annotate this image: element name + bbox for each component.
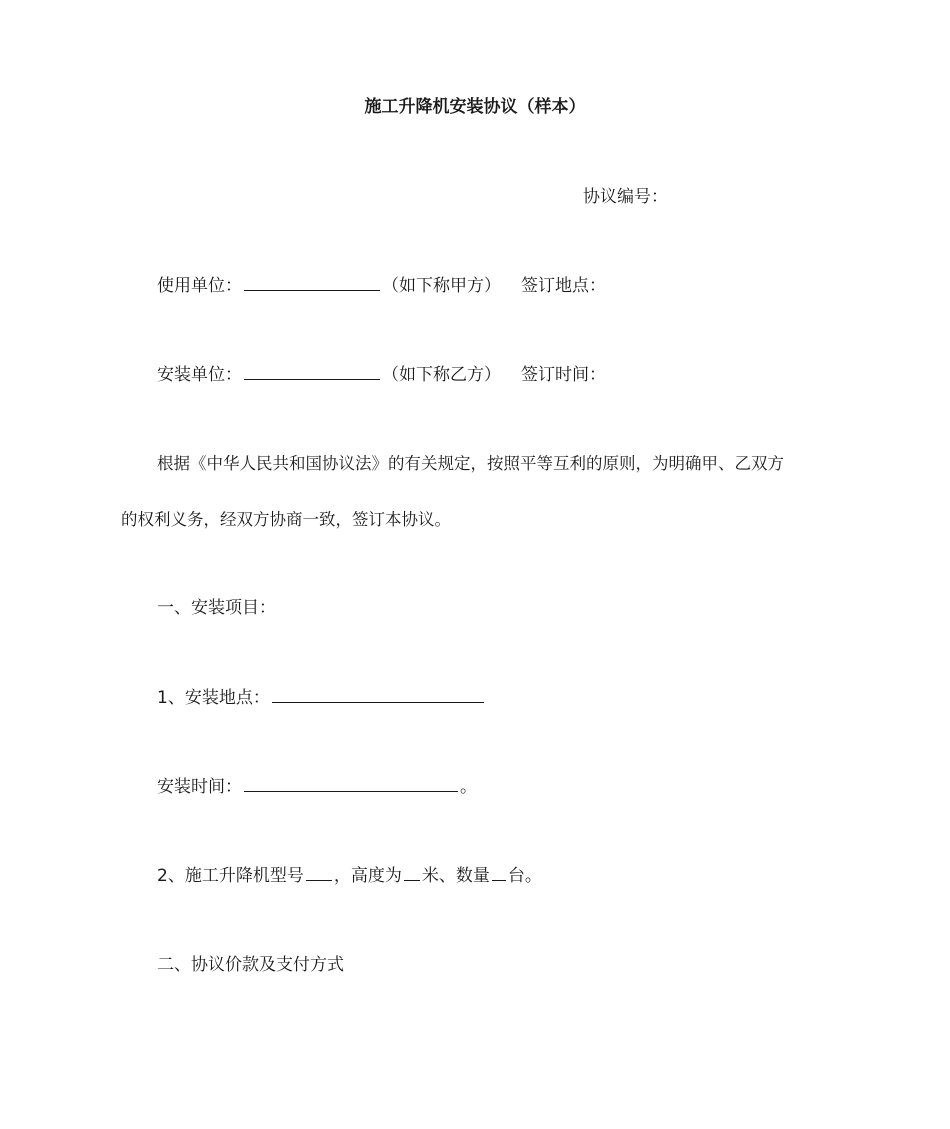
model-height-quantity-row [157, 865, 542, 887]
user-unit-blank [244, 275, 380, 291]
installer-unit-blank [244, 364, 380, 380]
installer-unit-label: 安装单位： [157, 365, 242, 385]
installer-unit-row [157, 364, 606, 386]
install-time-end: 。 [460, 777, 477, 797]
install-time-row [157, 776, 477, 798]
party-b-note: （如下称乙方） [382, 365, 501, 385]
quantity-blank [492, 865, 506, 881]
sign-time-label: 签订时间： [521, 365, 606, 385]
intro-paragraph-line-2: 的权利义务，经双方协商一致，签订本协议。 [121, 510, 451, 529]
user-unit-row [157, 275, 606, 297]
install-location-blank [272, 687, 484, 703]
model-blank [306, 865, 332, 881]
height-blank [404, 865, 420, 881]
section-1-heading: 一、安装项目： [157, 598, 276, 618]
height-label: ，高度为 [333, 866, 402, 886]
document-title: 施工升降机安装协议（样本） [364, 97, 586, 117]
model-label: 2、施工升降机型号 [157, 866, 304, 886]
quantity-label: 米、数量 [421, 866, 490, 886]
quantity-unit: 台。 [507, 866, 542, 886]
install-time-blank [244, 776, 458, 792]
section-2-heading: 二、协议价款及支付方式 [157, 955, 344, 975]
agreement-number-label: 协议编号： [583, 187, 668, 207]
install-time-label: 安装时间： [157, 777, 242, 797]
intro-paragraph-line-1: 根据《中华人民共和国协议法》的有关规定，按照平等互利的原则，为明确甲、乙双方 [157, 454, 784, 473]
user-unit-label: 使用单位： [157, 276, 242, 296]
install-location-row [157, 687, 486, 709]
sign-place-label: 签订地点： [521, 276, 606, 296]
install-location-label: 1、安装地点： [157, 688, 270, 708]
party-a-note: （如下称甲方） [382, 276, 501, 296]
